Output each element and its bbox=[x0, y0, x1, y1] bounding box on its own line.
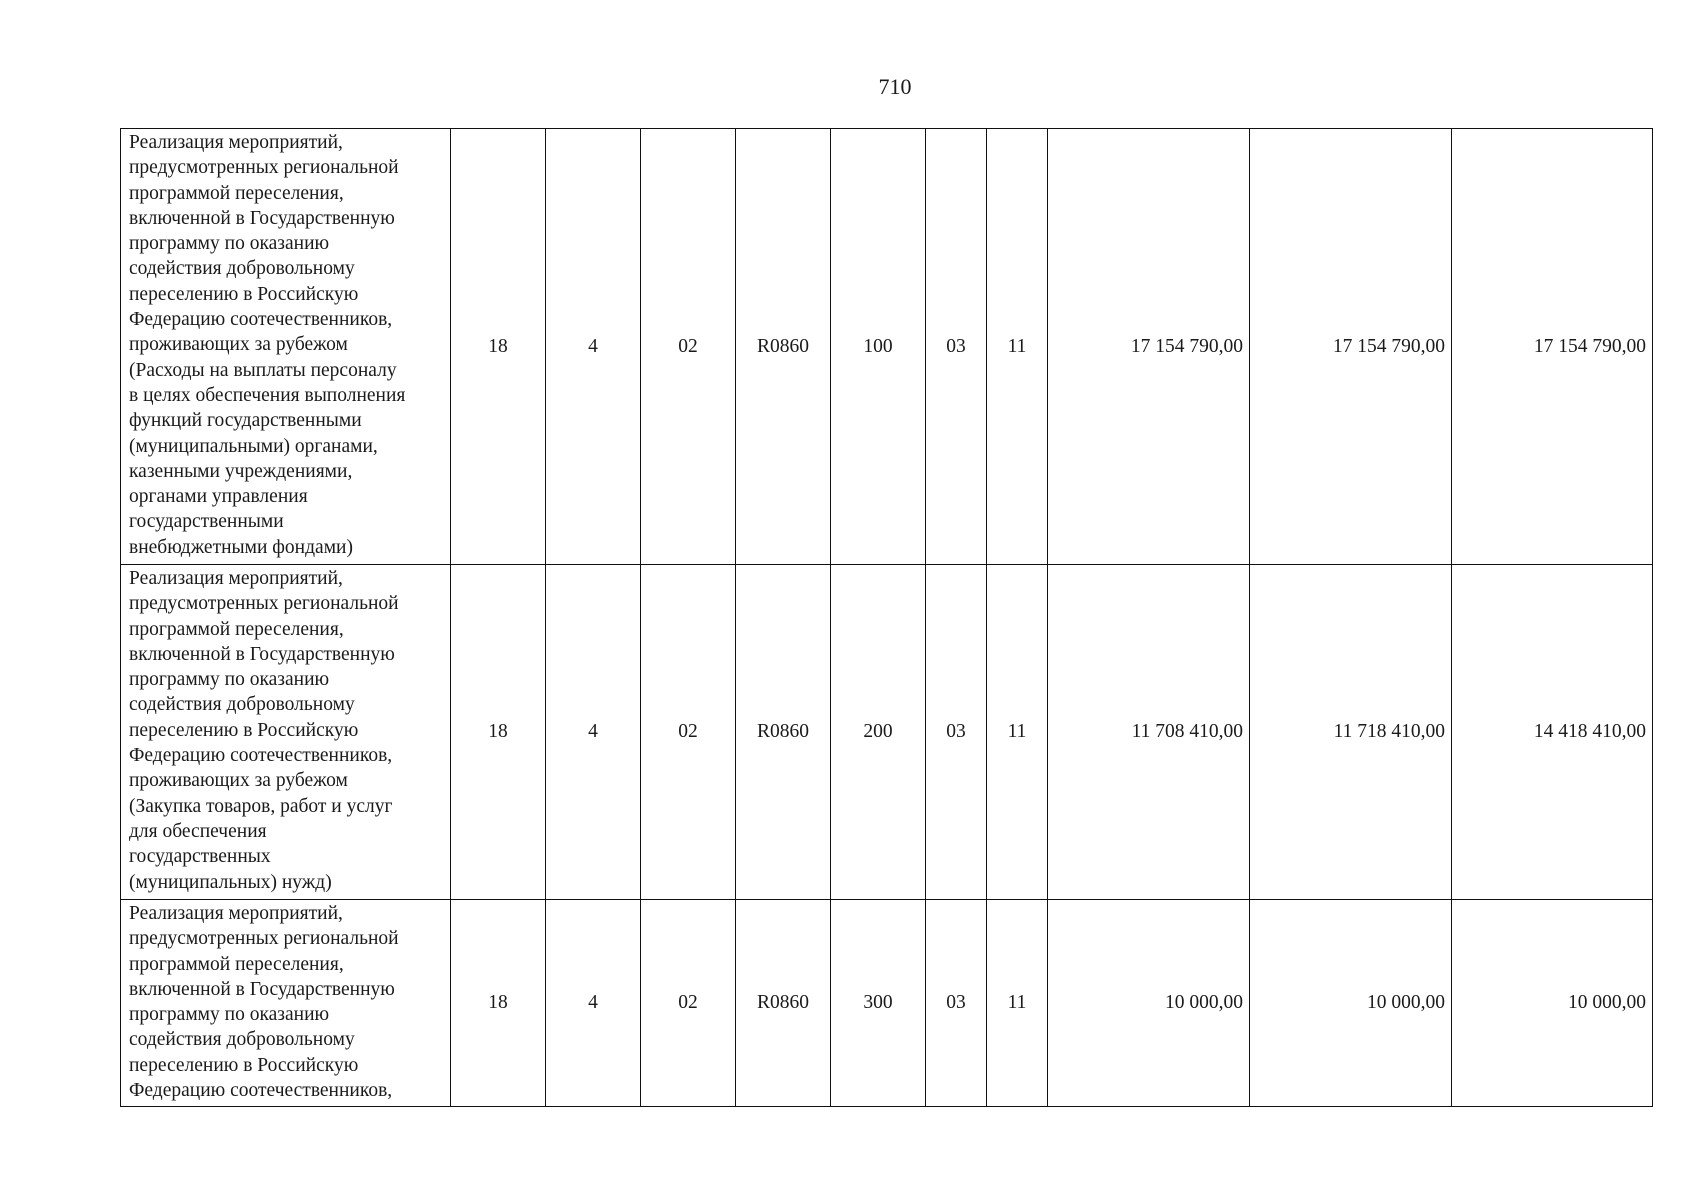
row-description: Реализация мероприятий, предусмотренных региональной программой переселения, включенной в Государственную программу по оказанию содействия добровольному переселению в Российскую Федерацию соотечественников, bbox=[121, 900, 451, 1107]
table-row bbox=[121, 900, 1653, 1107]
code-cell: 4 bbox=[546, 129, 641, 565]
code-cell: 300 bbox=[831, 900, 926, 1107]
amount-cell: 17 154 790,00 bbox=[1048, 129, 1250, 565]
code-cell: 03 bbox=[926, 565, 987, 900]
code-cell: 18 bbox=[451, 900, 546, 1107]
code-cell: R0860 bbox=[736, 129, 831, 565]
amount-cell: 17 154 790,00 bbox=[1452, 129, 1653, 565]
amount-cell: 17 154 790,00 bbox=[1250, 129, 1452, 565]
code-cell: 03 bbox=[926, 900, 987, 1107]
amount-cell: 11 708 410,00 bbox=[1048, 565, 1250, 900]
page-number: 710 bbox=[878, 74, 912, 99]
row-description: Реализация мероприятий, предусмотренных региональной программой переселения, включенной в Государственную программу по оказанию содействия добровольному переселению в Российскую Федерацию соотечественников, проживающих за рубежом (Закупка товаров, работ и услуг для обеспечения государственных (муниципальных) нужд) bbox=[121, 565, 451, 900]
code-cell: 18 bbox=[451, 565, 546, 900]
amount-cell: 10 000,00 bbox=[1250, 900, 1452, 1107]
code-cell: R0860 bbox=[736, 565, 831, 900]
budget-table bbox=[120, 128, 1653, 1107]
code-cell: 200 bbox=[831, 565, 926, 900]
amount-cell: 10 000,00 bbox=[1452, 900, 1653, 1107]
code-cell: 02 bbox=[641, 900, 736, 1107]
row-description: Реализация мероприятий, предусмотренных региональной программой переселения, включенной в Государственную программу по оказанию содействия добровольному переселению в Российскую Федерацию соотечественников, проживающих за рубежом (Расходы на выплаты персоналу в целях обеспечения выполнения функций государственными (муниципальными) органами, казенными учреждениями, органами управления государственными внебюджетными фондами) bbox=[121, 129, 451, 565]
code-cell: 02 bbox=[641, 565, 736, 900]
table-row bbox=[121, 129, 1653, 565]
code-cell: 18 bbox=[451, 129, 546, 565]
table-row bbox=[121, 565, 1653, 900]
code-cell: 11 bbox=[987, 129, 1048, 565]
code-cell: 11 bbox=[987, 900, 1048, 1107]
code-cell: 4 bbox=[546, 900, 641, 1107]
code-cell: 02 bbox=[641, 129, 736, 565]
amount-cell: 11 718 410,00 bbox=[1250, 565, 1452, 900]
code-cell: 100 bbox=[831, 129, 926, 565]
code-cell: 11 bbox=[987, 565, 1048, 900]
code-cell: 4 bbox=[546, 565, 641, 900]
amount-cell: 10 000,00 bbox=[1048, 900, 1250, 1107]
amount-cell: 14 418 410,00 bbox=[1452, 565, 1653, 900]
code-cell: R0860 bbox=[736, 900, 831, 1107]
code-cell: 03 bbox=[926, 129, 987, 565]
